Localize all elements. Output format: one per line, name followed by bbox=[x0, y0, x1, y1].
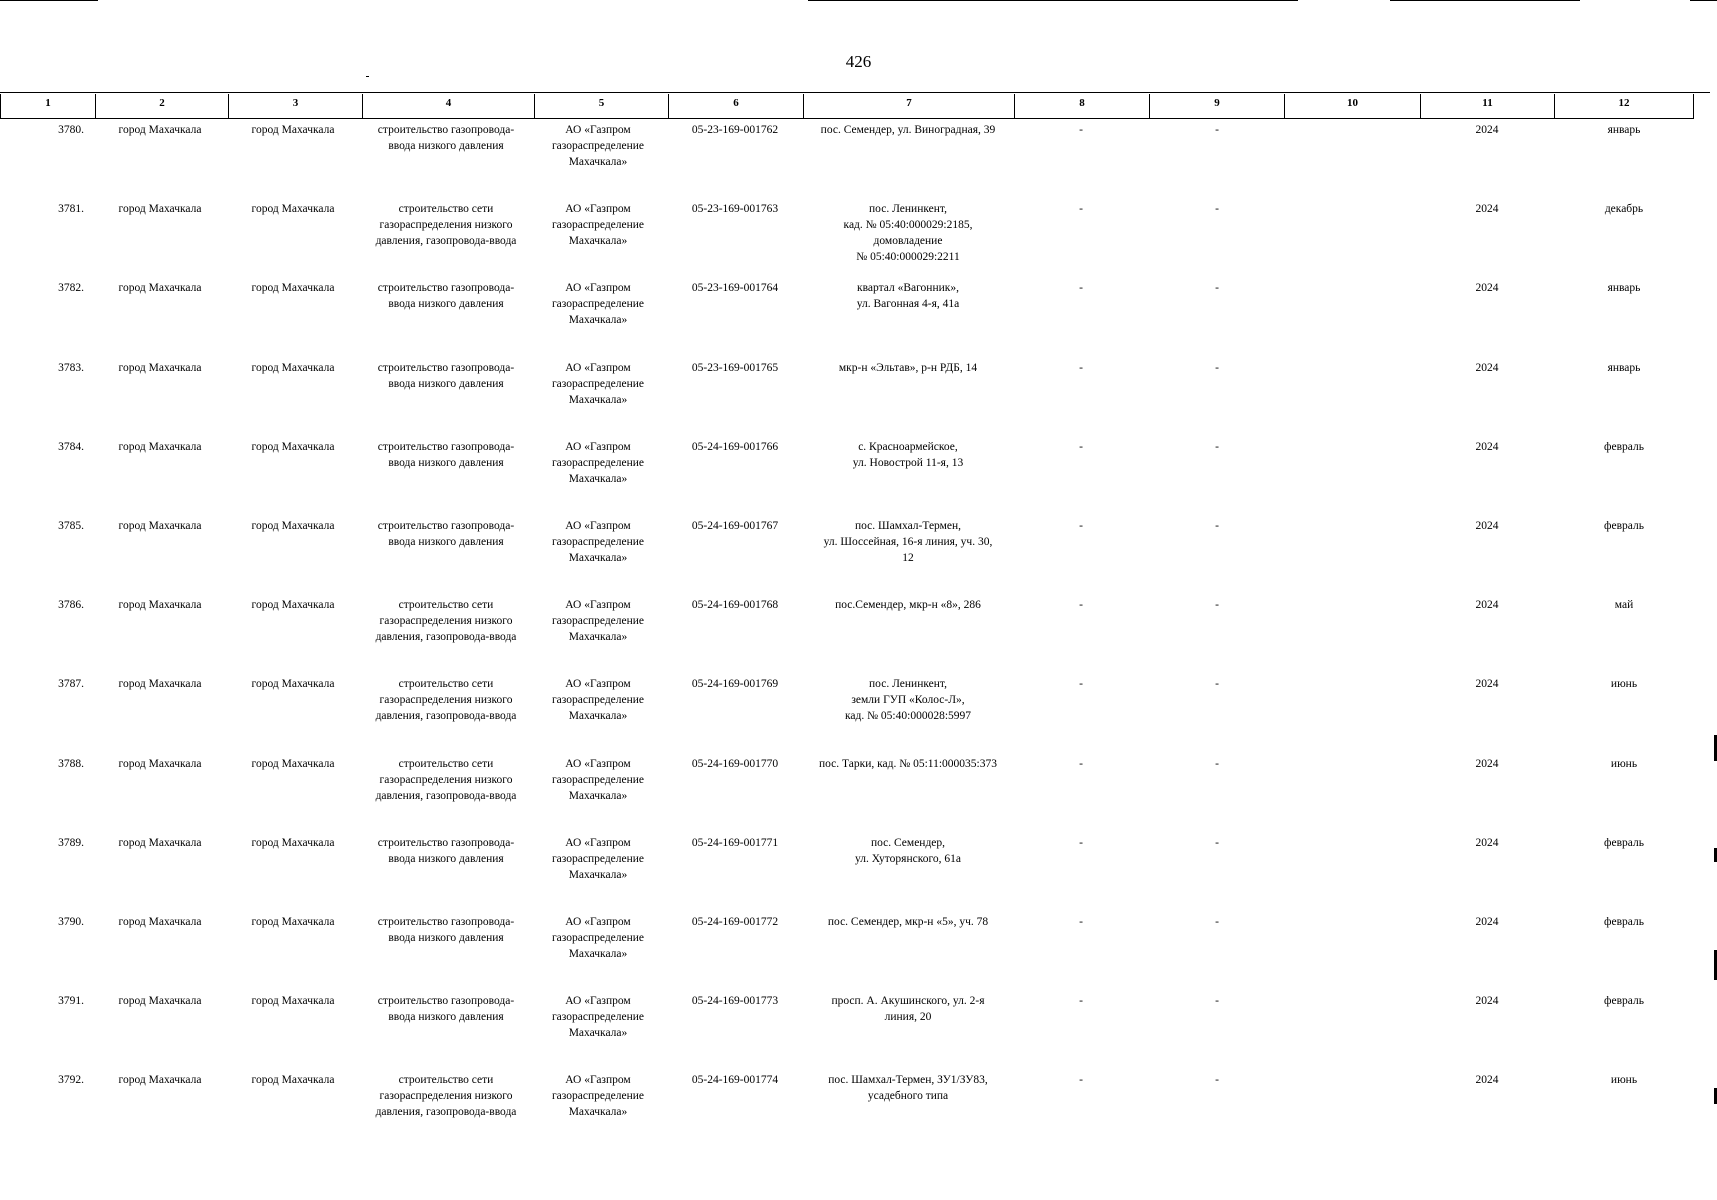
month-cell: декабрь bbox=[1604, 203, 1644, 216]
month-cell: январь bbox=[1607, 282, 1641, 295]
settlement-cell: город Махачкала bbox=[251, 757, 335, 770]
work-type-cell: строительство газопровода- ввода низкого давления bbox=[377, 915, 515, 944]
settlement-cell: город Махачкала bbox=[251, 361, 335, 374]
code-cell: 05-24-169-001773 bbox=[691, 995, 779, 1008]
column-header: 4 bbox=[362, 94, 534, 119]
scan-line bbox=[0, 0, 98, 1]
month-cell: февраль bbox=[1604, 836, 1644, 849]
col8-cell: - bbox=[1079, 124, 1083, 136]
column-header: 10 bbox=[1284, 94, 1420, 119]
organization-cell: АО «Газпром газораспределение Махачкала» bbox=[551, 519, 645, 564]
code-cell: 05-24-169-001769 bbox=[691, 678, 779, 691]
scan-line bbox=[808, 0, 1298, 1]
code-cell: 05-24-169-001774 bbox=[691, 1074, 779, 1087]
address-cell: с. Красноармейское, ул. Новострой 11-я, 13 bbox=[852, 440, 964, 469]
col8-cell: - bbox=[1079, 757, 1083, 770]
year-cell: 2024 bbox=[1475, 203, 1499, 216]
column-header: 1 bbox=[0, 94, 95, 119]
code-cell: 05-23-169-001762 bbox=[691, 124, 779, 136]
month-cell: июнь bbox=[1610, 757, 1638, 770]
column-header: 9 bbox=[1149, 94, 1284, 119]
organization-cell: АО «Газпром газораспределение Махачкала» bbox=[551, 599, 645, 644]
col9-cell: - bbox=[1215, 1074, 1219, 1087]
municipality-cell: город Махачкала bbox=[118, 836, 202, 849]
municipality-cell: город Махачкала bbox=[118, 519, 202, 532]
row-number: 3782. bbox=[58, 282, 84, 295]
page-number: 426 bbox=[845, 52, 872, 71]
work-type-cell: строительство газопровода- ввода низкого давления bbox=[377, 282, 515, 311]
scan-line bbox=[1390, 0, 1580, 1]
row-number: 3784. bbox=[58, 440, 84, 453]
code-cell: 05-24-169-001766 bbox=[691, 440, 779, 453]
table-row bbox=[0, 914, 1717, 993]
column-header: 12 bbox=[1554, 94, 1694, 119]
address-cell: пос. Семендер, ул. Хуторянского, 61а bbox=[855, 836, 961, 865]
row-number: 3781. bbox=[58, 203, 84, 216]
work-type-cell: строительство газопровода- ввода низкого давления bbox=[377, 836, 515, 865]
address-cell: пос. Семендер, ул. Виноградная, 39 bbox=[820, 124, 996, 136]
table-row bbox=[0, 676, 1717, 755]
address-cell: пос. Шамхал-Термен, ЗУ1/ЗУ83, усадебного типа bbox=[828, 1074, 988, 1103]
code-cell: 05-24-169-001770 bbox=[691, 757, 779, 770]
table-row bbox=[0, 597, 1717, 676]
col9-cell: - bbox=[1215, 599, 1219, 612]
col8-cell: - bbox=[1079, 599, 1083, 612]
municipality-cell: город Махачкала bbox=[118, 757, 202, 770]
col9-cell: - bbox=[1215, 757, 1219, 770]
organization-cell: АО «Газпром газораспределение Махачкала» bbox=[551, 124, 645, 168]
row-number: 3786. bbox=[58, 599, 84, 612]
municipality-cell: город Махачкала bbox=[118, 282, 202, 295]
scan-dot bbox=[366, 76, 369, 77]
organization-cell: АО «Газпром газораспределение Махачкала» bbox=[551, 361, 645, 406]
organization-cell: АО «Газпром газораспределение Махачкала» bbox=[551, 203, 645, 248]
column-header: 6 bbox=[668, 94, 803, 119]
work-type-cell: строительство сети газораспределения низкого давления, газопровода-ввода bbox=[375, 678, 517, 723]
year-cell: 2024 bbox=[1475, 440, 1499, 453]
year-cell: 2024 bbox=[1475, 678, 1499, 691]
code-cell: 05-24-169-001771 bbox=[691, 836, 779, 849]
column-header: 2 bbox=[95, 94, 228, 119]
settlement-cell: город Махачкала bbox=[251, 124, 335, 136]
col9-cell: - bbox=[1215, 995, 1219, 1008]
year-cell: 2024 bbox=[1475, 915, 1499, 928]
month-cell: июнь bbox=[1610, 1074, 1638, 1087]
col9-cell: - bbox=[1215, 519, 1219, 532]
code-cell: 05-23-169-001764 bbox=[691, 282, 779, 295]
code-cell: 05-24-169-001772 bbox=[691, 915, 779, 928]
municipality-cell: город Махачкала bbox=[118, 915, 202, 928]
table-body bbox=[0, 122, 1717, 1151]
work-type-cell: строительство газопровода- ввода низкого давления bbox=[377, 995, 515, 1024]
settlement-cell: город Махачкала bbox=[251, 203, 335, 216]
table-row bbox=[0, 360, 1717, 439]
year-cell: 2024 bbox=[1475, 361, 1499, 374]
row-number: 3783. bbox=[58, 361, 84, 374]
col8-cell: - bbox=[1079, 995, 1083, 1008]
col8-cell: - bbox=[1079, 361, 1083, 374]
year-cell: 2024 bbox=[1475, 757, 1499, 770]
municipality-cell: город Махачкала bbox=[118, 203, 202, 216]
address-cell: пос.Семендер, мкр-н «8», 286 bbox=[835, 599, 981, 612]
work-type-cell: строительство газопровода- ввода низкого давления bbox=[377, 124, 515, 152]
col9-cell: - bbox=[1215, 282, 1219, 295]
month-cell: февраль bbox=[1604, 440, 1644, 453]
table-row bbox=[0, 280, 1717, 359]
table-row bbox=[0, 835, 1717, 914]
address-cell: мкр-н «Эльтав», р-н РДБ, 14 bbox=[838, 361, 978, 374]
municipality-cell: город Махачкала bbox=[118, 678, 202, 691]
organization-cell: АО «Газпром газораспределение Махачкала» bbox=[551, 836, 645, 881]
code-cell: 05-24-169-001767 bbox=[691, 519, 779, 532]
organization-cell: АО «Газпром газораспределение Махачкала» bbox=[551, 678, 645, 723]
municipality-cell: город Махачкала bbox=[118, 599, 202, 612]
row-number: 3790. bbox=[58, 915, 84, 928]
col9-cell: - bbox=[1215, 440, 1219, 453]
municipality-cell: город Махачкала bbox=[118, 995, 202, 1008]
month-cell: февраль bbox=[1604, 995, 1644, 1008]
address-cell: просп. А. Акушинского, ул. 2-я линия, 20 bbox=[831, 995, 985, 1024]
address-cell: пос. Ленинкент, кад. № 05:40:000029:2185, домовладение № 05:40:000029:2211 bbox=[843, 203, 973, 264]
column-header: 5 bbox=[534, 94, 668, 119]
municipality-cell: город Махачкала bbox=[118, 124, 202, 136]
col8-cell: - bbox=[1079, 915, 1083, 928]
settlement-cell: город Махачкала bbox=[251, 440, 335, 453]
settlement-cell: город Махачкала bbox=[251, 519, 335, 532]
address-cell: пос. Семендер, мкр-н «5», уч. 78 bbox=[827, 915, 989, 928]
column-header: 8 bbox=[1014, 94, 1149, 119]
work-type-cell: строительство сети газораспределения низкого давления, газопровода-ввода bbox=[375, 203, 517, 248]
row-number: 3780. bbox=[58, 124, 84, 136]
row-number: 3792. bbox=[58, 1074, 84, 1087]
address-cell: пос. Шамхал-Термен, ул. Шоссейная, 16-я линия, уч. 30, 12 bbox=[823, 519, 993, 564]
scan-line bbox=[1690, 0, 1717, 1]
settlement-cell: город Махачкала bbox=[251, 1074, 335, 1087]
col9-cell: - bbox=[1215, 678, 1219, 691]
work-type-cell: строительство сети газораспределения низкого давления, газопровода-ввода bbox=[375, 1074, 517, 1119]
col9-cell: - bbox=[1215, 915, 1219, 928]
col9-cell: - bbox=[1215, 836, 1219, 849]
col9-cell: - bbox=[1215, 361, 1219, 374]
table-row bbox=[0, 993, 1717, 1072]
year-cell: 2024 bbox=[1475, 519, 1499, 532]
table-row bbox=[0, 1072, 1717, 1151]
organization-cell: АО «Газпром газораспределение Махачкала» bbox=[551, 995, 645, 1040]
month-cell: январь bbox=[1607, 361, 1641, 374]
settlement-cell: город Махачкала bbox=[251, 599, 335, 612]
table-row bbox=[0, 756, 1717, 835]
work-type-cell: строительство сети газораспределения низкого давления, газопровода-ввода bbox=[375, 757, 517, 802]
municipality-cell: город Махачкала bbox=[118, 1074, 202, 1087]
work-type-cell: строительство сети газораспределения низкого давления, газопровода-ввода bbox=[375, 599, 517, 644]
col8-cell: - bbox=[1079, 519, 1083, 532]
month-cell: февраль bbox=[1604, 915, 1644, 928]
organization-cell: АО «Газпром газораспределение Махачкала» bbox=[551, 757, 645, 802]
col9-cell: - bbox=[1215, 124, 1219, 136]
month-cell: июнь bbox=[1610, 678, 1638, 691]
year-cell: 2024 bbox=[1475, 995, 1499, 1008]
year-cell: 2024 bbox=[1475, 836, 1499, 849]
row-number: 3788. bbox=[58, 757, 84, 770]
settlement-cell: город Махачкала bbox=[251, 836, 335, 849]
col8-cell: - bbox=[1079, 1074, 1083, 1087]
work-type-cell: строительство газопровода- ввода низкого давления bbox=[377, 519, 515, 548]
work-type-cell: строительство газопровода- ввода низкого давления bbox=[377, 440, 515, 469]
column-header: 3 bbox=[228, 94, 362, 119]
work-type-cell: строительство газопровода- ввода низкого давления bbox=[377, 361, 515, 390]
column-header: 7 bbox=[803, 94, 1014, 119]
organization-cell: АО «Газпром газораспределение Махачкала» bbox=[551, 440, 645, 485]
table-row bbox=[0, 201, 1717, 280]
address-cell: пос. Ленинкент, земли ГУП «Колос-Л», кад. № 05:40:000028:5997 bbox=[844, 678, 972, 723]
table-top-border bbox=[0, 92, 1710, 93]
month-cell: май bbox=[1614, 599, 1634, 612]
table-row bbox=[0, 439, 1717, 518]
table-row bbox=[0, 122, 1717, 201]
year-cell: 2024 bbox=[1475, 1074, 1499, 1087]
col8-cell: - bbox=[1079, 440, 1083, 453]
code-cell: 05-23-169-001765 bbox=[691, 361, 779, 374]
settlement-cell: город Махачкала bbox=[251, 915, 335, 928]
municipality-cell: город Махачкала bbox=[118, 361, 202, 374]
month-cell: февраль bbox=[1604, 519, 1644, 532]
address-cell: квартал «Вагонник», ул. Вагонная 4-я, 41а bbox=[856, 282, 960, 311]
organization-cell: АО «Газпром газораспределение Махачкала» bbox=[551, 1074, 645, 1119]
col8-cell: - bbox=[1079, 203, 1083, 216]
column-header: 11 bbox=[1420, 94, 1554, 119]
organization-cell: АО «Газпром газораспределение Махачкала» bbox=[551, 282, 645, 327]
municipality-cell: город Махачкала bbox=[118, 440, 202, 453]
col9-cell: - bbox=[1215, 203, 1219, 216]
address-cell: пос. Тарки, кад. № 05:11:000035:373 bbox=[818, 757, 997, 770]
col8-cell: - bbox=[1079, 678, 1083, 691]
year-cell: 2024 bbox=[1475, 124, 1499, 136]
organization-cell: АО «Газпром газораспределение Махачкала» bbox=[551, 915, 645, 960]
settlement-cell: город Махачкала bbox=[251, 282, 335, 295]
year-cell: 2024 bbox=[1475, 282, 1499, 295]
row-number: 3787. bbox=[58, 678, 84, 691]
row-number: 3785. bbox=[58, 519, 84, 532]
row-number: 3791. bbox=[58, 995, 84, 1008]
col8-cell: - bbox=[1079, 282, 1083, 295]
col8-cell: - bbox=[1079, 836, 1083, 849]
row-number: 3789. bbox=[58, 836, 84, 849]
settlement-cell: город Махачкала bbox=[251, 995, 335, 1008]
code-cell: 05-24-169-001768 bbox=[691, 599, 779, 612]
year-cell: 2024 bbox=[1475, 599, 1499, 612]
settlement-cell: город Махачкала bbox=[251, 678, 335, 691]
code-cell: 05-23-169-001763 bbox=[691, 203, 779, 216]
month-cell: январь bbox=[1607, 124, 1641, 136]
table-row bbox=[0, 518, 1717, 597]
